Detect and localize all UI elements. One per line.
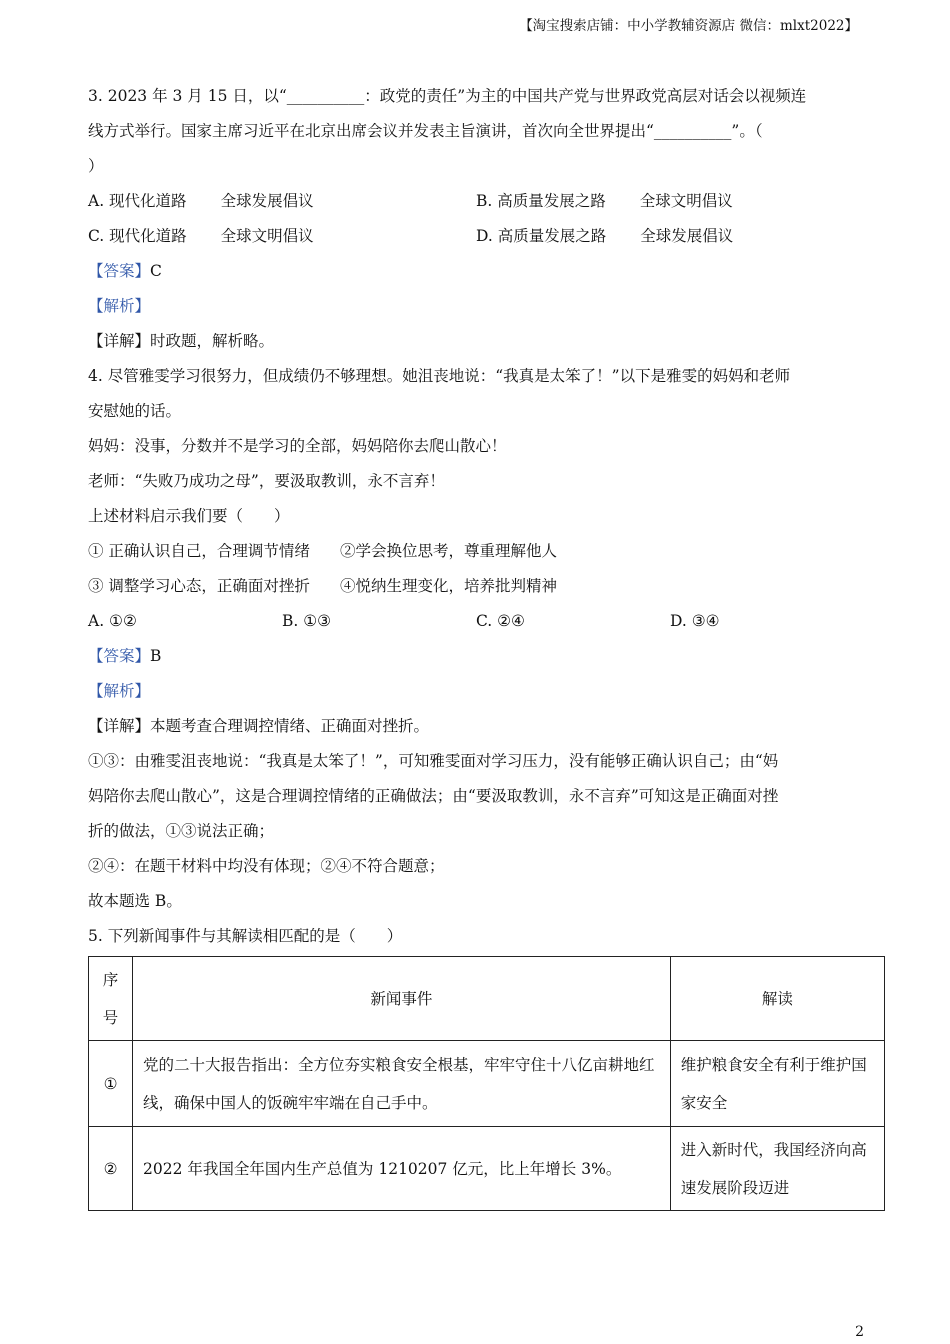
q4-stem-line2: 安慰她的话。	[88, 402, 182, 420]
table-row	[89, 1041, 885, 1127]
question-4	[88, 359, 878, 919]
q4-options	[88, 604, 878, 639]
row-event-cell: 2022 年我国全年国内生产总值为 1210207 亿元，比上年增长 3%。	[133, 1127, 671, 1211]
question-3	[88, 79, 878, 359]
page-header: 【淘宝搜索店铺：中小学教辅资源店 微信：mlxt2022】	[519, 18, 858, 34]
table-header-row	[89, 957, 885, 1041]
q4-analysis-tag: 【解析】	[88, 682, 151, 700]
q3-option-b: B. 高质量发展之路 全球文明倡议	[476, 192, 733, 210]
q4-explanation-line1: ①③：由雅雯沮丧地说：“我真是太笨了！”，可知雅雯面对学习压力，没有能够正确认识自己；由“妈	[88, 752, 779, 770]
q3-options-row2	[88, 219, 878, 254]
q4-option-d: D. ③④	[670, 612, 720, 630]
q4-explanation-line3: 折的做法，①③说法正确；	[88, 822, 275, 840]
row-reading-cell: 进入新时代，我国经济向高速发展阶段迈进	[670, 1127, 884, 1211]
q4-option-a: A. ①②	[88, 612, 137, 630]
q3-stem-line2: 线方式举行。国家主席习近平在北京出席会议并发表主旨演讲，首次向全世界提出“__________”。（	[88, 122, 763, 140]
header-cell-event: 新闻事件	[133, 957, 671, 1041]
q4-explanation-line4: ②④：在题干材料中均没有体现；②④不符合题意；	[88, 857, 445, 875]
q4-mom-quote: 妈妈：没事，分数并不是学习的全部，妈妈陪你去爬山散心！	[88, 437, 507, 455]
q3-options-row1	[88, 184, 878, 219]
q3-option-a: A. 现代化道路 全球发展倡议	[88, 192, 314, 210]
q4-explanation-line5: 故本题选 B。	[88, 892, 182, 910]
q3-detail: 【详解】时政题，解析略。	[88, 332, 275, 350]
table-row	[89, 1127, 885, 1211]
row-number-cell: ①	[89, 1041, 133, 1127]
q3-stem-line3: ）	[88, 157, 104, 175]
row-reading-cell: 维护粮食安全有利于维护国家安全	[670, 1041, 884, 1127]
header-cell-number: 序号	[89, 957, 133, 1041]
header-cell-reading: 解读	[670, 957, 884, 1041]
q5-table	[88, 956, 885, 1211]
q3-analysis-tag: 【解析】	[88, 297, 151, 315]
q4-option-b: B. ①③	[282, 612, 332, 630]
q3-stem-line1: 3. 2023 年 3 月 15 日，以“__________：政党的责任”为主的中国共产党与世界政党高层对话会以视频连	[88, 87, 807, 105]
document-body	[88, 79, 878, 1211]
page-number: 2	[855, 1324, 864, 1340]
row-event-cell: 党的二十大报告指出：全方位夯实粮食安全根基，牢牢守住十八亿亩耕地红线，确保中国人的饭碗牢牢端在自己手中。	[133, 1041, 671, 1127]
q3-answer: 【答案】C	[88, 262, 162, 280]
q4-teacher-quote: 老师：“失败乃成功之母”，要汲取教训，永不言弃！	[88, 472, 445, 490]
row-number-cell: ②	[89, 1127, 133, 1211]
q4-detail: 【详解】本题考查合理调控情绪、正确面对挫折。	[88, 717, 430, 735]
q4-prompt: 上述材料启示我们要（ ）	[88, 507, 290, 525]
q3-option-c: C. 现代化道路 全球文明倡议	[88, 227, 314, 245]
q4-statements-row2: ③ 调整学习心态，正确面对挫折 ④悦纳生理变化，培养批判精神	[88, 577, 557, 595]
q4-statements-row1: ① 正确认识自己，合理调节情绪 ②学会换位思考，尊重理解他人	[88, 542, 557, 560]
question-5	[88, 919, 878, 1211]
q5-stem: 5. 下列新闻事件与其解读相匹配的是（ ）	[88, 927, 403, 945]
q4-option-c: C. ②④	[476, 612, 525, 630]
q4-answer: 【答案】B	[88, 647, 162, 665]
q4-stem-line1: 4. 尽管雅雯学习很努力，但成绩仍不够理想。她沮丧地说：“我真是太笨了！”以下是雅雯的妈妈和老师	[88, 367, 791, 385]
q3-option-d: D. 高质量发展之路 全球发展倡议	[476, 227, 734, 245]
q4-explanation-line2: 妈陪你去爬山散心”，这是合理调控情绪的正确做法；由“要汲取教训，永不言弃”可知这是正确面对挫	[88, 787, 779, 805]
